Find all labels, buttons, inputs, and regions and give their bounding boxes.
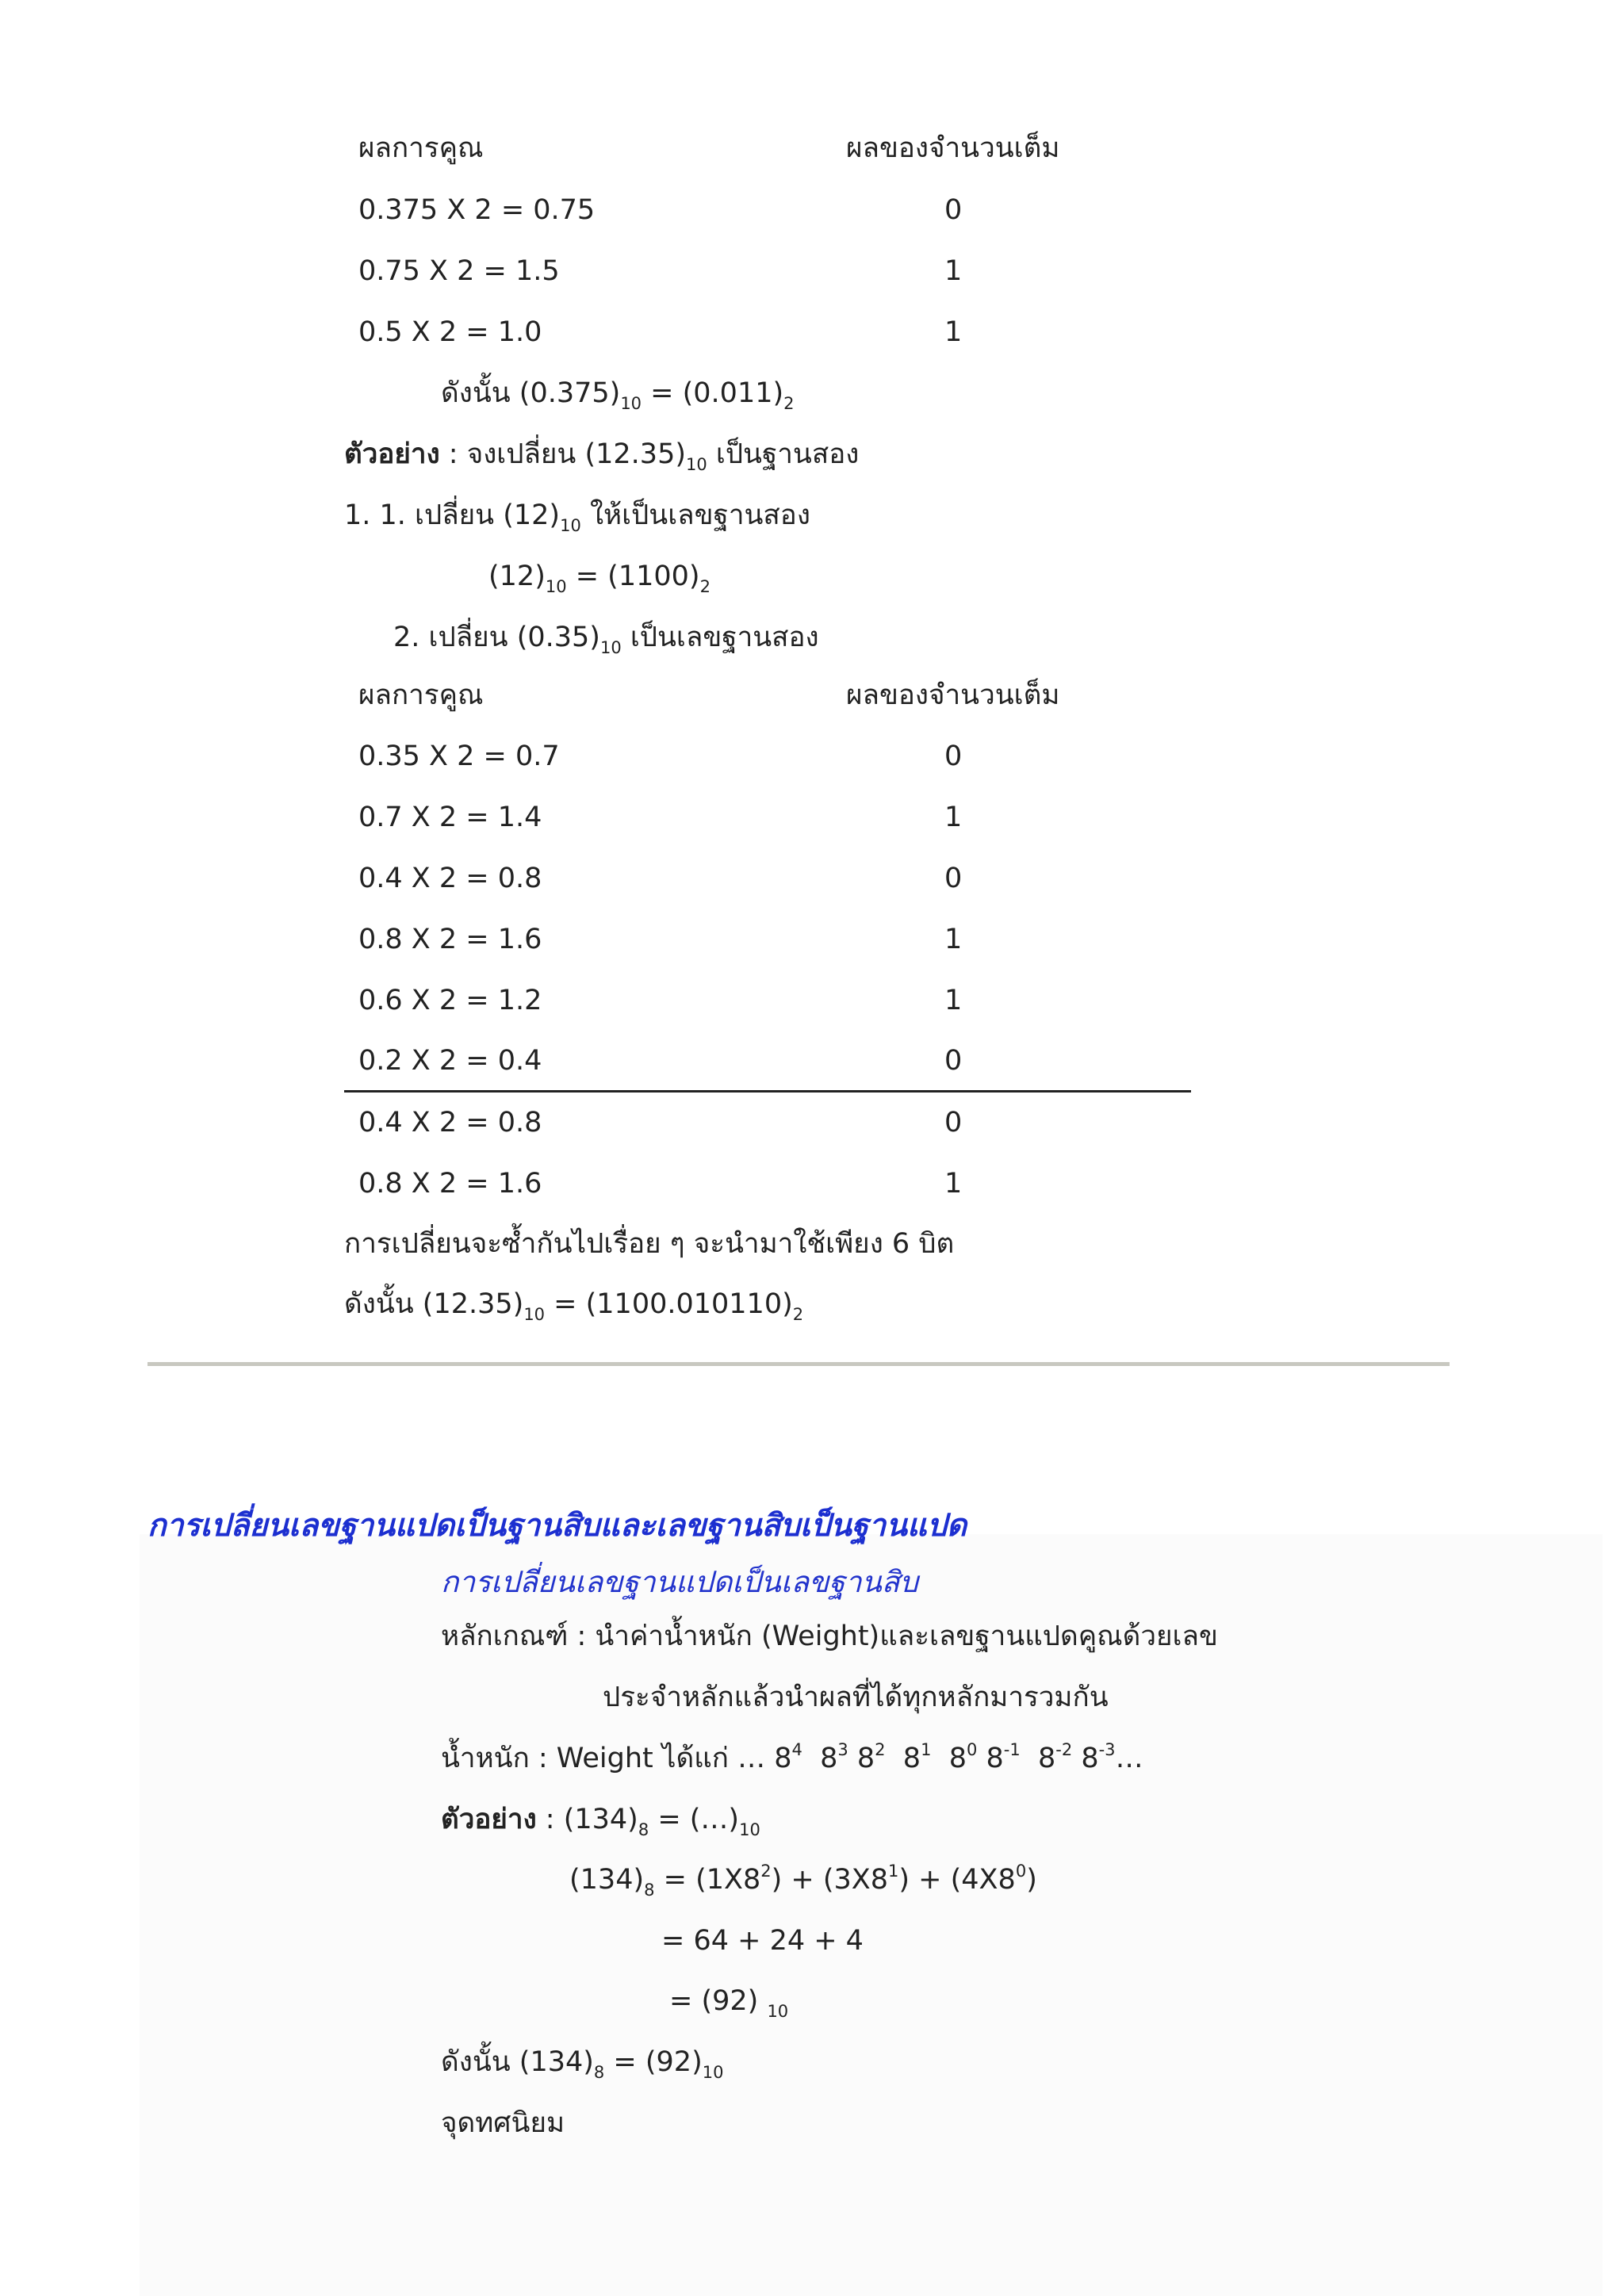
table2-row-calc: 0.4 X 2 = 0.8 xyxy=(358,1107,542,1138)
table1-header-right: ผลของจำนวนเต็ม xyxy=(846,132,1060,164)
table2-row-calc: 0.4 X 2 = 0.8 xyxy=(358,863,542,894)
example3-line: ตัวอย่าง : $(134)_8$ = $(\dots)_{10}$ xyxy=(441,1804,760,1839)
table2-header-right: ผลของจำนวนเต็ม xyxy=(846,679,1060,711)
table2-row-bit: 0 xyxy=(944,740,963,772)
conclusion-line: ดังนั้น $(134)_8 = (92)_{10}$ xyxy=(441,2046,724,2082)
section-divider xyxy=(147,1362,1450,1366)
example-label: ตัวอย่าง xyxy=(344,438,440,470)
step2-line: 2. เปลี่ยน $(0.35)_{10}$ เป็นเลขฐานสอง xyxy=(393,622,819,657)
repeat-separator-line xyxy=(344,1090,1191,1093)
table2-row-calc: 0.8 X 2 = 1.6 xyxy=(358,924,542,955)
table1-row-bit: 1 xyxy=(944,316,963,348)
table2-row-bit: 0 xyxy=(944,1107,963,1138)
table1-header-left: ผลการคูณ xyxy=(358,132,484,164)
table2-row-bit: 1 xyxy=(944,1168,963,1200)
table2-row-calc: 0.35 X 2 = 0.7 xyxy=(358,740,560,772)
step1-line: 1. 1. เปลี่ยน $(12)_{10}$ ให้เป็นเลขฐานสอง xyxy=(344,499,810,535)
table1-row-calc: 0.375 X 2 = 0.75 xyxy=(358,194,596,226)
sum-line: = 64 + 24 + 4 xyxy=(661,1925,864,1957)
repeat-note: การเปลี่ยนจะซ้ำกันไปเรื่อย ๆ จะนำมาใช้เพียง 6 บิต xyxy=(344,1228,955,1260)
table1-row-calc: 0.75 X 2 = 1.5 xyxy=(358,255,560,287)
table2-row-bit: 1 xyxy=(944,924,963,955)
result2-line: ดังนั้น $(12.35)_{10} = (1100.010110)_2$ xyxy=(344,1288,804,1324)
table2-row-calc: 0.8 X 2 = 1.6 xyxy=(358,1168,542,1200)
rule-line-2: ประจำหลักแล้วนำผลที่ได้ทุกหลักมารวมกัน xyxy=(603,1682,1109,1713)
table1-row-bit: 1 xyxy=(944,255,963,287)
result1-line: ดังนั้น $(0.375)_{10} = (0.011)_2$ xyxy=(441,377,795,413)
expansion-line: $(134)_8 = (1X8^2) + (3X8^1) + (4X8^0)$ xyxy=(569,1862,1037,1900)
table2-row-bit: 0 xyxy=(944,863,963,894)
table2-row-bit: 0 xyxy=(944,1045,963,1077)
section-title: การเปลี่ยนเลขฐานแปดเป็นฐานสิบและเลขฐานสิบเป็นฐานแปด xyxy=(147,1508,967,1544)
example-label: ตัวอย่าง xyxy=(441,1804,537,1835)
rule-line-1: หลักเกณฑ์ : นำค่าน้ำหนัก (Weight)และเลขฐานแปดคูณด้วยเลข xyxy=(441,1621,1218,1652)
weight-line: น้ำหนัก : Weight ได้แก่ … $8^4$ $8^3$ $8^2$ $8^1$ $8^0$ $8^{-1}$ $8^{-2}$ $8^{-3}\dots$ xyxy=(441,1740,1143,1774)
table2-row-calc: 0.6 X 2 = 1.2 xyxy=(358,985,542,1016)
table1-row-calc: 0.5 X 2 = 1.0 xyxy=(358,316,542,348)
decimal-point-heading: จุดทศนิยม xyxy=(441,2107,565,2139)
example2-line: ตัวอย่าง : จงเปลี่ยน $(12.35)_{10}$ เป็นฐานสอง xyxy=(344,438,860,474)
table1-row-bit: 0 xyxy=(944,194,963,226)
table2-row-bit: 1 xyxy=(944,985,963,1016)
table2-header-left: ผลการคูณ xyxy=(358,679,484,711)
section-subtitle: การเปลี่ยนเลขฐานแปดเป็นเลขฐานสิบ xyxy=(441,1565,918,1599)
step1-result: $(12)_{10} = (1100)_2$ xyxy=(488,561,710,596)
table2-row-calc: 0.7 X 2 = 1.4 xyxy=(358,802,542,833)
table2-row-bit: 1 xyxy=(944,802,963,833)
total-line: = (92) $_{10}$ xyxy=(669,1985,789,2021)
table2-row-calc: 0.2 X 2 = 0.4 xyxy=(358,1045,542,1077)
